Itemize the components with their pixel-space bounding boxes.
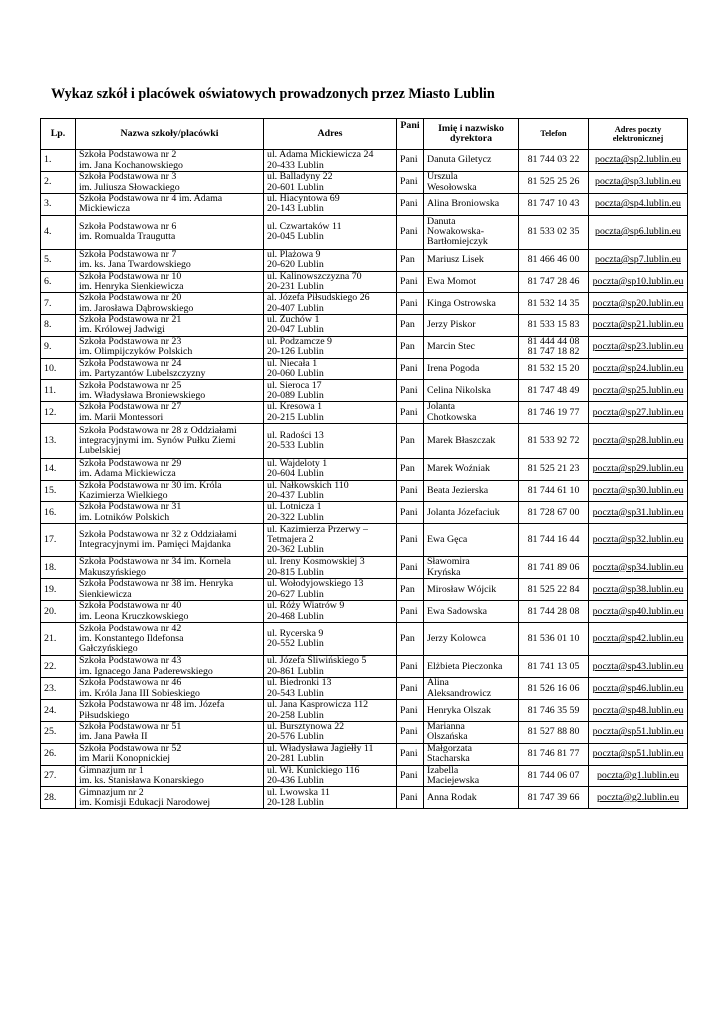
school-name: Szkoła Podstawowa nr 29 im. Adama Mickiewicza xyxy=(76,458,264,480)
email-address xyxy=(589,358,688,380)
table-row xyxy=(41,172,688,194)
director-title: Pani xyxy=(397,150,424,172)
row-number: 17. xyxy=(41,524,76,557)
table-row xyxy=(41,480,688,502)
director-name: Anna Rodak xyxy=(424,787,519,809)
row-number: 12. xyxy=(41,402,76,424)
director-title: Pani xyxy=(397,358,424,380)
director-title: Pani xyxy=(397,172,424,194)
table-row xyxy=(41,557,688,579)
table-row xyxy=(41,579,688,601)
table-row xyxy=(41,150,688,172)
school-name: Szkoła Podstawowa nr 2 im. Jana Kochanowskiego xyxy=(76,150,264,172)
phone-number: 81 741 89 06 xyxy=(519,557,589,579)
director-name: Alina Aleksandrowicz xyxy=(424,678,519,700)
email-link[interactable]: poczta@sp4.lublin.eu xyxy=(595,198,681,210)
school-address: ul. Lwowska 11 20-128 Lublin xyxy=(264,787,397,809)
table-row xyxy=(41,402,688,424)
director-title: Pan xyxy=(397,458,424,480)
email-link[interactable]: poczta@sp31.lublin.eu xyxy=(592,506,684,518)
phone-number: 81 532 15 20 xyxy=(519,358,589,380)
row-number: 3. xyxy=(41,194,76,216)
director-name: Ewa Gęca xyxy=(424,524,519,557)
table-row xyxy=(41,358,688,380)
email-link[interactable]: poczta@sp43.lublin.eu xyxy=(592,660,684,672)
school-name: Szkoła Podstawowa nr 34 im. Kornela Makuszyńskiego xyxy=(76,557,264,579)
email-link[interactable]: poczta@sp32.lublin.eu xyxy=(592,534,684,545)
director-name: Sławomira Kryńska xyxy=(424,557,519,579)
table-row xyxy=(41,458,688,480)
phone-number: 81 533 15 83 xyxy=(519,315,589,337)
email-link[interactable]: poczta@sp48.lublin.eu xyxy=(592,704,684,716)
director-name: Marek Błaszczak xyxy=(424,423,519,458)
table-row xyxy=(41,623,688,656)
school-name: Szkoła Podstawowa nr 32 z Oddziałami Integracyjnymi im. Pamięci Majdanka xyxy=(76,524,264,557)
director-name: Jolanta Józefaciuk xyxy=(424,502,519,524)
school-name: Szkoła Podstawowa nr 42 im. Konstantego Ildefonsa Gałczyńskiego xyxy=(76,623,264,656)
school-address: ul. Hiacyntowa 69 20-143 Lublin xyxy=(264,194,397,216)
phone-number: 81 744 06 07 xyxy=(519,765,589,787)
phone-number: 81 728 67 00 xyxy=(519,502,589,524)
phone-number: 81 525 21 23 xyxy=(519,458,589,480)
phone-number: 81 744 16 44 xyxy=(519,524,589,557)
school-address: ul. Radości 13 20-533 Lublin xyxy=(264,423,397,458)
email-address xyxy=(589,271,688,293)
email-address xyxy=(589,423,688,458)
director-name: Jerzy Kolowca xyxy=(424,623,519,656)
school-name: Szkoła Podstawowa nr 51 im. Jana Pawła II xyxy=(76,722,264,744)
director-name: Irena Pogoda xyxy=(424,358,519,380)
phone-number: 81 746 35 59 xyxy=(519,700,589,722)
table-row xyxy=(41,315,688,337)
school-name: Szkoła Podstawowa nr 4 im. Adama Mickiewicza xyxy=(76,194,264,216)
phone-number: 81 747 10 43 xyxy=(519,194,589,216)
email-address xyxy=(589,194,688,216)
director-name: Jolanta Chotkowska xyxy=(424,402,519,424)
director-title: Pan xyxy=(397,249,424,271)
email-address xyxy=(589,765,688,787)
school-address: ul. Niecała 1 20-060 Lublin xyxy=(264,358,397,380)
school-address: ul. Rycerska 9 20-552 Lublin xyxy=(264,623,397,656)
email-link[interactable]: poczta@sp23.lublin.eu xyxy=(592,341,684,353)
column-header-lp: Lp. xyxy=(41,119,76,150)
email-link[interactable]: poczta@sp34.lublin.eu xyxy=(592,561,684,573)
school-address: ul. Bursztynowa 22 20-576 Lublin xyxy=(264,722,397,744)
email-link[interactable]: poczta@sp38.lublin.eu xyxy=(592,583,684,595)
schools-table xyxy=(40,118,688,809)
school-name: Szkoła Podstawowa nr 30 im. Króla Kazimierza Wielkiego xyxy=(76,480,264,502)
table-row xyxy=(41,423,688,458)
school-address: ul. Sieroca 17 20-089 Lublin xyxy=(264,380,397,402)
email-link[interactable]: poczta@sp21.lublin.eu xyxy=(592,319,684,331)
email-address xyxy=(589,336,688,358)
school-name: Szkoła Podstawowa nr 10 im. Henryka Sienkiewicza xyxy=(76,271,264,293)
table-row xyxy=(41,601,688,623)
email-address xyxy=(589,722,688,744)
row-number: 23. xyxy=(41,678,76,700)
director-title: Pani xyxy=(397,524,424,557)
email-address xyxy=(589,743,688,765)
director-name: Małgorzata Stacharska xyxy=(424,743,519,765)
row-number: 13. xyxy=(41,423,76,458)
row-number: 9. xyxy=(41,336,76,358)
director-title: Pani xyxy=(397,293,424,315)
school-address: ul. Zuchów 1 20-047 Lublin xyxy=(264,315,397,337)
school-address: ul. Władysława Jagiełły 11 20-281 Lublin xyxy=(264,743,397,765)
director-title: Pani xyxy=(397,765,424,787)
table-row xyxy=(41,249,688,271)
director-title: Pan xyxy=(397,423,424,458)
email-address xyxy=(589,480,688,502)
row-number: 6. xyxy=(41,271,76,293)
email-link[interactable]: poczta@sp51.lublin.eu xyxy=(592,748,684,760)
school-address: ul. Podzamcze 9 20-126 Lublin xyxy=(264,336,397,358)
phone-number: 81 466 46 00 xyxy=(519,249,589,271)
director-title: Pan xyxy=(397,579,424,601)
school-name: Szkoła Podstawowa nr 3 im. Juliusza Słowackiego xyxy=(76,172,264,194)
row-number: 22. xyxy=(41,656,76,678)
director-title: Pani xyxy=(397,700,424,722)
email-address xyxy=(589,557,688,579)
table-row xyxy=(41,502,688,524)
director-name: Marek Woźniak xyxy=(424,458,519,480)
email-address xyxy=(589,502,688,524)
email-address xyxy=(589,249,688,271)
school-address: ul. Wł. Kunickiego 116 20-436 Lublin xyxy=(264,765,397,787)
director-title: Pani xyxy=(397,743,424,765)
email-address xyxy=(589,579,688,601)
email-link[interactable]: poczta@sp10.lublin.eu xyxy=(592,275,684,287)
row-number: 27. xyxy=(41,765,76,787)
school-address: ul. Wołodyjowskiego 13 20-627 Lublin xyxy=(264,579,397,601)
school-name: Szkoła Podstawowa nr 48 im. Józefa Piłsudskiego xyxy=(76,700,264,722)
phone-number: 81 536 01 10 xyxy=(519,623,589,656)
table-row xyxy=(41,722,688,744)
email-link[interactable]: poczta@sp20.lublin.eu xyxy=(592,297,684,309)
school-name: Szkoła Podstawowa nr 6 im. Romualda Traugutta xyxy=(76,215,264,249)
school-name: Szkoła Podstawowa nr 23 im. Olimpijczyków Polskich xyxy=(76,336,264,358)
phone-number: 81 533 02 35 xyxy=(519,215,589,249)
email-address xyxy=(589,315,688,337)
row-number: 21. xyxy=(41,623,76,656)
table-row xyxy=(41,765,688,787)
director-title: Pan xyxy=(397,336,424,358)
table-row xyxy=(41,656,688,678)
director-title: Pani xyxy=(397,722,424,744)
school-address: ul. Lotnicza 1 20-322 Lublin xyxy=(264,502,397,524)
row-number: 11. xyxy=(41,380,76,402)
director-title: Pan xyxy=(397,315,424,337)
school-name: Szkoła Podstawowa nr 20 im. Jarosława Dąbrowskiego xyxy=(76,293,264,315)
school-address: ul. Balladyny 22 20-601 Lublin xyxy=(264,172,397,194)
table-row xyxy=(41,336,688,358)
director-name: Kinga Ostrowska xyxy=(424,293,519,315)
school-name: Szkoła Podstawowa nr 21 im. Królowej Jadwigi xyxy=(76,315,264,337)
row-number: 18. xyxy=(41,557,76,579)
row-number: 15. xyxy=(41,480,76,502)
school-address: ul. Plażowa 9 20-620 Lublin xyxy=(264,249,397,271)
director-title: Pani xyxy=(397,557,424,579)
director-title: Pani xyxy=(397,601,424,623)
column-header-email: Adres poczty elektronicznej xyxy=(589,119,688,150)
email-link[interactable]: poczta@sp51.lublin.eu xyxy=(592,726,684,738)
email-address xyxy=(589,172,688,194)
column-header-director: Imię i nazwisko dyrektora xyxy=(424,119,519,150)
school-address: ul. Kazimierza Przerwy – Tetmajera 2 20-362 Lublin xyxy=(264,524,397,557)
email-link[interactable]: poczta@sp7.lublin.eu xyxy=(595,253,681,265)
director-name: Izabella Maciejewska xyxy=(424,765,519,787)
director-name: Marianna Olszańska xyxy=(424,722,519,744)
director-title: Pan xyxy=(397,623,424,656)
school-name: Szkoła Podstawowa nr 25 im. Władysława Broniewskiego xyxy=(76,380,264,402)
director-name: Mirosław Wójcik xyxy=(424,579,519,601)
table-row xyxy=(41,700,688,722)
row-number: 14. xyxy=(41,458,76,480)
email-address xyxy=(589,458,688,480)
director-name: Danuta Nowakowska- Bartłomiejczyk xyxy=(424,215,519,249)
school-address: ul. Kresowa 1 20-215 Lublin xyxy=(264,402,397,424)
table-row xyxy=(41,678,688,700)
director-name: Ewa Sadowska xyxy=(424,601,519,623)
school-address: ul. Józefa Śliwińskiego 5 20-861 Lublin xyxy=(264,656,397,678)
row-number: 4. xyxy=(41,215,76,249)
phone-number: 81 747 48 49 xyxy=(519,380,589,402)
email-link[interactable]: poczta@sp28.lublin.eu xyxy=(592,434,684,446)
school-name: Szkoła Podstawowa nr 43 im. Ignacego Jana Paderewskiego xyxy=(76,656,264,678)
email-link[interactable]: poczta@sp30.lublin.eu xyxy=(592,484,684,496)
school-name: Szkoła Podstawowa nr 24 im. Partyzantów Lubelszczyzny xyxy=(76,358,264,380)
director-title: Pani xyxy=(397,480,424,502)
email-address xyxy=(589,150,688,172)
phone-number: 81 747 39 66 xyxy=(519,787,589,809)
email-link[interactable]: poczta@sp46.lublin.eu xyxy=(592,682,684,694)
director-title: Pani xyxy=(397,787,424,809)
email-link[interactable]: poczta@sp29.lublin.eu xyxy=(592,463,684,475)
document-title: Wykaz szkół i placówek oświatowych prowadzonych przez Miasto Lublin xyxy=(51,86,495,102)
row-number: 16. xyxy=(41,502,76,524)
director-name: Jerzy Piskor xyxy=(424,315,519,337)
email-link[interactable]: poczta@sp6.lublin.eu xyxy=(595,225,681,237)
director-title: Pani xyxy=(397,215,424,249)
table-row xyxy=(41,524,688,557)
director-name: Beata Jezierska xyxy=(424,480,519,502)
phone-number: 81 744 61 10 xyxy=(519,480,589,502)
phone-number: 81 526 16 06 xyxy=(519,678,589,700)
school-address: ul. Biedronki 13 20-543 Lublin xyxy=(264,678,397,700)
column-header-pani: Pani xyxy=(397,119,424,150)
school-name: Gimnazjum nr 1 im. ks. Stanisława Konarskiego xyxy=(76,765,264,787)
table-row xyxy=(41,215,688,249)
school-name: Gimnazjum nr 2 im. Komisji Edukacji Narodowej xyxy=(76,787,264,809)
table-header-row xyxy=(41,119,688,150)
table-row xyxy=(41,194,688,216)
school-name: Szkoła Podstawowa nr 40 im. Leona Kruczkowskiego xyxy=(76,601,264,623)
row-number: 7. xyxy=(41,293,76,315)
email-address xyxy=(589,656,688,678)
table-row xyxy=(41,743,688,765)
email-address xyxy=(589,524,688,557)
director-name: Elżbieta Pieczonka xyxy=(424,656,519,678)
email-link[interactable]: poczta@g1.lublin.eu xyxy=(596,769,680,781)
school-name: Szkoła Podstawowa nr 52 im Marii Konopnickiej xyxy=(76,743,264,765)
table-row xyxy=(41,380,688,402)
phone-number: 81 527 88 80 xyxy=(519,722,589,744)
phone-number: 81 744 03 22 xyxy=(519,150,589,172)
phone-number: 81 746 81 77 xyxy=(519,743,589,765)
row-number: 20. xyxy=(41,601,76,623)
school-name: Szkoła Podstawowa nr 7 im. ks. Jana Twardowskiego xyxy=(76,249,264,271)
director-name: Marcin Stec xyxy=(424,336,519,358)
email-link[interactable]: poczta@sp42.lublin.eu xyxy=(592,633,684,644)
director-title: Pani xyxy=(397,656,424,678)
row-number: 10. xyxy=(41,358,76,380)
director-name: Henryka Olszak xyxy=(424,700,519,722)
phone-number: 81 746 19 77 xyxy=(519,402,589,424)
school-address: ul. Czwartaków 11 20-045 Lublin xyxy=(264,215,397,249)
row-number: 19. xyxy=(41,579,76,601)
director-name: Ewa Momot xyxy=(424,271,519,293)
email-address xyxy=(589,402,688,424)
school-address: ul. Adama Mickiewicza 24 20-433 Lublin xyxy=(264,150,397,172)
row-number: 24. xyxy=(41,700,76,722)
school-name: Szkoła Podstawowa nr 28 z Oddziałami integracyjnymi im. Synów Pułku Ziemi Lubelskiej xyxy=(76,423,264,458)
row-number: 26. xyxy=(41,743,76,765)
director-name: Mariusz Lisek xyxy=(424,249,519,271)
column-header-phone: Telefon xyxy=(519,119,589,150)
school-address: al. Józefa Piłsudskiego 26 20-407 Lublin xyxy=(264,293,397,315)
director-name: Danuta Giletycz xyxy=(424,150,519,172)
phone-number: 81 741 13 05 xyxy=(519,656,589,678)
column-header-name: Nazwa szkoły/placówki xyxy=(76,119,264,150)
row-number: 28. xyxy=(41,787,76,809)
director-title: Pani xyxy=(397,271,424,293)
phone-number: 81 525 25 26 xyxy=(519,172,589,194)
email-address xyxy=(589,601,688,623)
director-title: Pani xyxy=(397,194,424,216)
school-name: Szkoła Podstawowa nr 46 im. Króla Jana III Sobieskiego xyxy=(76,678,264,700)
director-title: Pani xyxy=(397,502,424,524)
phone-number: 81 444 44 08 81 747 18 82 xyxy=(519,336,589,358)
row-number: 25. xyxy=(41,722,76,744)
column-header-address: Adres xyxy=(264,119,397,150)
email-address xyxy=(589,215,688,249)
school-address: ul. Róży Wiatrów 9 20-468 Lublin xyxy=(264,601,397,623)
director-name: Alina Broniowska xyxy=(424,194,519,216)
phone-number: 81 525 22 84 xyxy=(519,579,589,601)
email-link[interactable]: poczta@sp25.lublin.eu xyxy=(592,384,684,396)
row-number: 2. xyxy=(41,172,76,194)
phone-number: 81 747 28 46 xyxy=(519,271,589,293)
email-link[interactable]: poczta@sp24.lublin.eu xyxy=(592,362,684,374)
director-title: Pani xyxy=(397,402,424,424)
school-address: ul. Jana Kasprowicza 112 20-258 Lublin xyxy=(264,700,397,722)
school-address: ul. Nałkowskich 110 20-437 Lublin xyxy=(264,480,397,502)
email-address xyxy=(589,700,688,722)
email-address xyxy=(589,293,688,315)
school-address: ul. Wajdeloty 1 20-604 Lublin xyxy=(264,458,397,480)
email-link[interactable]: poczta@sp40.lublin.eu xyxy=(592,605,684,617)
row-number: 1. xyxy=(41,150,76,172)
email-link[interactable]: poczta@sp3.lublin.eu xyxy=(595,176,681,188)
school-address: ul. Ireny Kosmowskiej 3 20-815 Lublin xyxy=(264,557,397,579)
table-row xyxy=(41,293,688,315)
email-link[interactable]: poczta@sp2.lublin.eu xyxy=(595,154,681,166)
row-number: 5. xyxy=(41,249,76,271)
phone-number: 81 744 28 08 xyxy=(519,601,589,623)
email-address xyxy=(589,380,688,402)
school-address: ul. Kalinowszczyzna 70 20-231 Lublin xyxy=(264,271,397,293)
table-row xyxy=(41,787,688,809)
school-name: Szkoła Podstawowa nr 27 im. Marii Montessori xyxy=(76,402,264,424)
director-title: Pani xyxy=(397,380,424,402)
phone-number: 81 533 92 72 xyxy=(519,423,589,458)
school-name: Szkoła Podstawowa nr 38 im. Henryka Sienkiewicza xyxy=(76,579,264,601)
email-address xyxy=(589,623,688,656)
email-link[interactable]: poczta@g2.lublin.eu xyxy=(596,791,680,803)
director-name: Celina Nikolska xyxy=(424,380,519,402)
table-row xyxy=(41,271,688,293)
school-name: Szkoła Podstawowa nr 31 im. Lotników Polskich xyxy=(76,502,264,524)
phone-number: 81 532 14 35 xyxy=(519,293,589,315)
director-name: Urszula Wesołowska xyxy=(424,172,519,194)
director-title: Pani xyxy=(397,678,424,700)
email-link[interactable]: poczta@sp27.lublin.eu xyxy=(592,406,684,418)
email-address xyxy=(589,787,688,809)
row-number: 8. xyxy=(41,315,76,337)
email-address xyxy=(589,678,688,700)
